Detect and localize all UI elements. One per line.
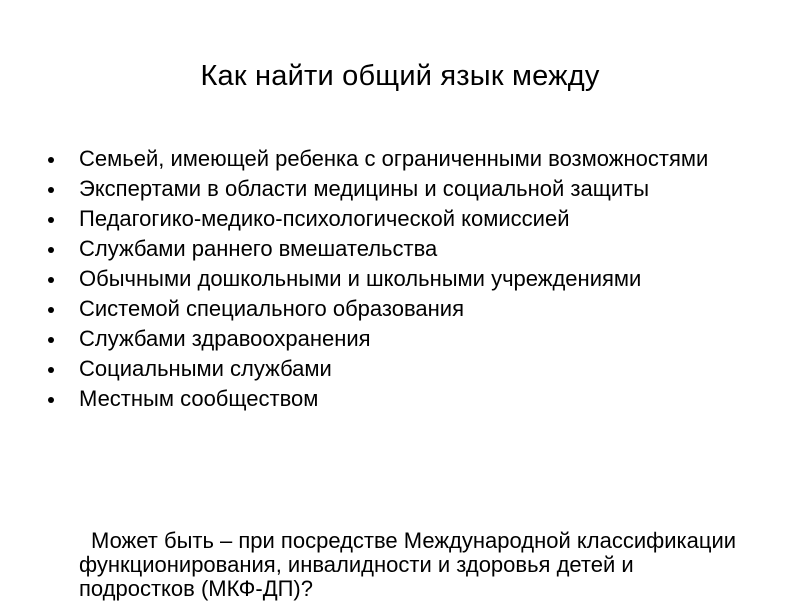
bullet-dot-icon (48, 187, 54, 193)
bullet-text: Системой специального образования (79, 296, 465, 321)
bullet-text: Социальными службами (79, 356, 332, 381)
bullet-dot-icon (48, 307, 54, 313)
bullet-dot-icon (48, 367, 54, 373)
bullet-text: Обычными дошкольными и школьными учреждениями (79, 266, 642, 291)
bullet-item (45, 267, 735, 291)
bullet-dot-icon (48, 397, 54, 403)
bullet-item (45, 237, 735, 261)
closing-note (79, 529, 739, 601)
bullet-text: Педагогико-медико-психологической комиссией (79, 206, 570, 231)
bullet-list (45, 147, 735, 417)
bullet-dot-icon (48, 337, 54, 343)
bullet-item (45, 177, 735, 201)
bullet-dot-icon (48, 247, 54, 253)
bullet-item (45, 297, 735, 321)
bullet-item (45, 147, 735, 171)
bullet-item (45, 387, 735, 411)
closing-note-text: Может быть – при посредстве Международной классификации функционирования, инвалидности и здоровья детей и подростков (МКФ-ДП)? (79, 528, 737, 601)
slide-title: Как найти общий язык между (200, 60, 600, 92)
bullet-dot-icon (48, 157, 54, 163)
bullet-text: Службами здравоохранения (79, 326, 371, 351)
bullet-item (45, 357, 735, 381)
bullet-item (45, 327, 735, 351)
bullet-dot-icon (48, 277, 54, 283)
bullet-item (45, 207, 735, 231)
bullet-text: Местным сообществом (79, 386, 319, 411)
bullet-text: Экспертами в области медицины и социальной защиты (79, 176, 650, 201)
bullet-text: Службами раннего вмешательства (79, 236, 438, 261)
bullet-text: Семьей, имеющей ребенка с ограниченными возможностями (79, 146, 709, 171)
bullet-dot-icon (48, 217, 54, 223)
